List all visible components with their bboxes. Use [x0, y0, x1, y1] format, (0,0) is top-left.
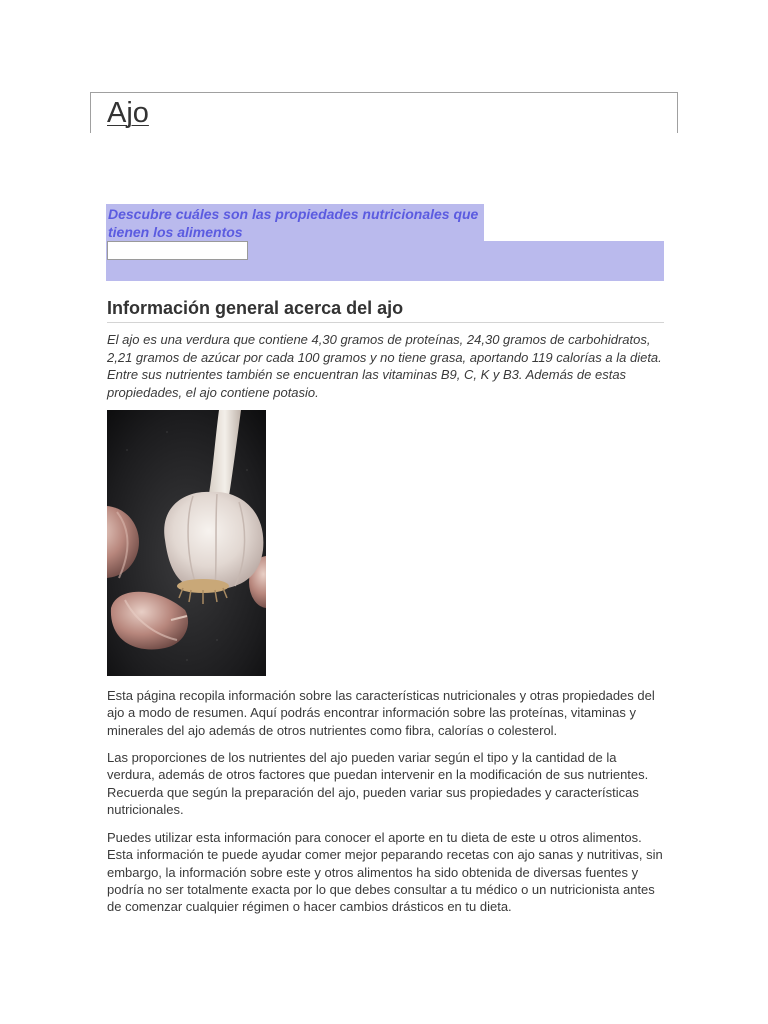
- title-frame: [90, 92, 678, 133]
- intro-paragraph: El ajo es una verdura que contiene 4,30 gramos de proteínas, 24,30 gramos de carbohidratos, 2,21 gramos de azúcar por cada 100 gramos y no tiene grasa, aportando 119 calorías a la dieta. Entre sus nutrientes también se encuentran las vitaminas B9, C, K y B3. Además de estas propiedades, el ajo contiene potasio.: [107, 332, 662, 400]
- search-panel: [106, 204, 664, 281]
- garlic-image: [107, 410, 266, 676]
- body-paragraph-2: Las proporciones de los nutrientes del ajo pueden variar según el tipo y la cantidad de la verdura, además de otros factores que puedan intervenir en la modificación de sus nutrientes. Recuerda que según la preparación del ajo, pueden variar sus propiedades y características nutricionales.: [107, 750, 649, 817]
- search-input[interactable]: [107, 241, 248, 260]
- page-title[interactable]: Ajo: [107, 97, 149, 129]
- body-paragraph-1: Esta página recopila información sobre las características nutricionales y otras propiedades del ajo a modo de resumen. Aquí podrás encontrar información sobre las proteínas, vitaminas y minerales del ajo además de otros nutrientes como fibra, calorías o colesterol.: [107, 688, 655, 738]
- search-tagline: Descubre cuáles son las propiedades nutricionales que tienen los alimentos: [108, 206, 479, 240]
- section-heading: Información general acerca del ajo: [107, 298, 664, 323]
- body-paragraph-3: Puedes utilizar esta información para conocer el aporte en tu dieta de este u otros alimentos. Esta información te puede ayudar comer mejor peparando recetas con ajo sanas y nutritivas, sin embargo, la información sobre este y otros alimentos ha sido obtenida de diversas fuentes y podría no ser totalmente exacta por lo que debes consultar a tu médico o un nutricionista antes de comenzar cualquier régimen o hacer cambios drásticos en tu dieta.: [107, 830, 663, 915]
